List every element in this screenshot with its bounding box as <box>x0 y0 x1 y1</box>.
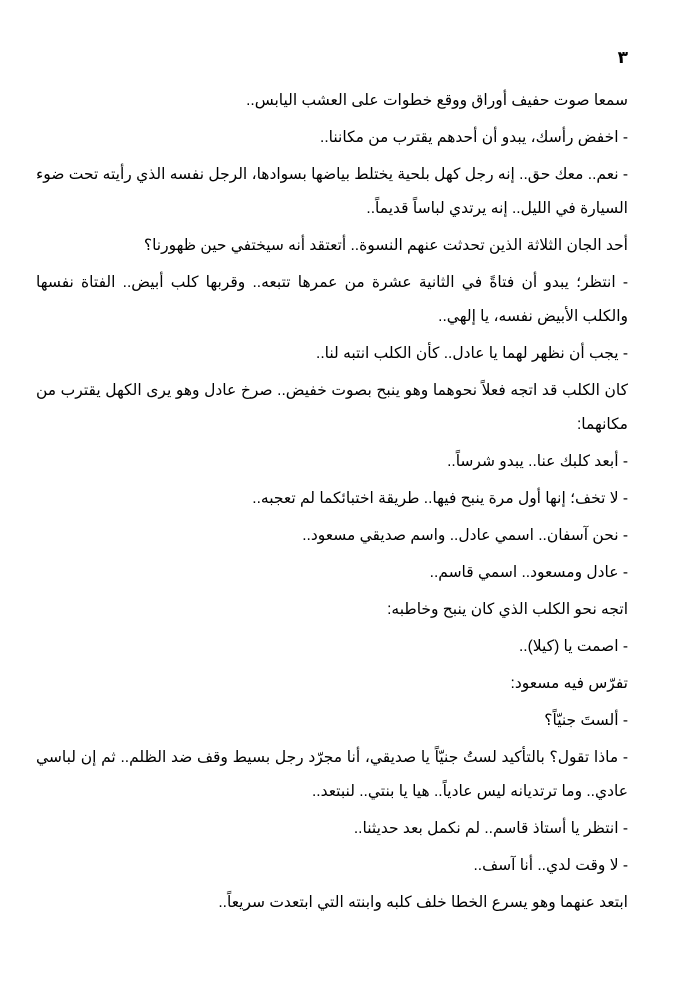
paragraph: - نعم.. معك حق.. إنه رجل كهل بلحية يختلط بياضها بسوادها، الرجل نفسه الذي رأيته تحت ضوء السيارة في الليل.. إنه يرتدي لباساً قديماً.. <box>36 166 628 217</box>
paragraph: - ألستَ جنيّاً؟ <box>544 712 628 729</box>
paragraph: - يجب أن نظهر لهما يا عادل.. كأن الكلب انتبه لنا.. <box>316 345 628 362</box>
paragraph: كان الكلب قد اتجه فعلاً نحوهما وهو ينبح بصوت خفيض.. صرخ عادل وهو يرى الكهل يقترب من مكانهما: <box>36 382 628 433</box>
paragraph: - ماذا تقول؟ بالتأكيد لستُ جنيّاً يا صديقي، أنا مجرّد رجل بسيط وقف ضد الظلم.. ثم إن لباسي عادي.. وما ترتديانه ليس عادياً.. هيا يا بنتي.. لنبتعد.. <box>36 749 628 800</box>
paragraph: - اخفض رأسك، يبدو أن أحدهم يقترب من مكاننا.. <box>320 129 628 146</box>
paragraph: ابتعد عنهما وهو يسرع الخطا خلف كلبه وابنته التي ابتعدت سريعاً.. <box>218 894 628 911</box>
paragraph: تفرّس فيه مسعود: <box>510 675 628 692</box>
paragraph: - لا تخف؛ إنها أول مرة ينبح فيها.. طريقة اختبائكما لم تعجبه.. <box>252 490 628 507</box>
paragraph: اتجه نحو الكلب الذي كان ينبح وخاطبه: <box>387 601 628 618</box>
paragraph: - انتظر يا أستاذ قاسم.. لم نكمل بعد حديثنا.. <box>353 820 628 837</box>
paragraph: - اصمت يا (كيلا).. <box>518 638 628 655</box>
paragraph: - لا وقت لدي.. أنا آسف.. <box>473 857 628 874</box>
paragraph: أحد الجان الثلاثة الذين تحدثت عنهم النسوة.. أتعتقد أنه سيختفي حين ظهورنا؟ <box>143 237 628 254</box>
paragraph: - انتظر؛ يبدو أن فتاةً في الثانية عشرة من عمرها تتبعه.. وقربها كلب أبيض.. الفتاة نفسها والكلب الأبيض نفسه، يا إلهي.. <box>36 274 628 325</box>
paragraph: - أبعد كلبك عنا.. يبدو شرساً.. <box>447 453 628 470</box>
paragraph: - نحن آسفان.. اسمي عادل.. واسم صديقي مسعود.. <box>302 527 628 544</box>
page-number: ٣ <box>617 48 628 67</box>
story-text <box>36 84 628 920</box>
paragraph: سمعا صوت حفيف أوراق ووقع خطوات على العشب اليابس.. <box>246 92 628 109</box>
paragraph: - عادل ومسعود.. اسمي قاسم.. <box>429 564 628 581</box>
